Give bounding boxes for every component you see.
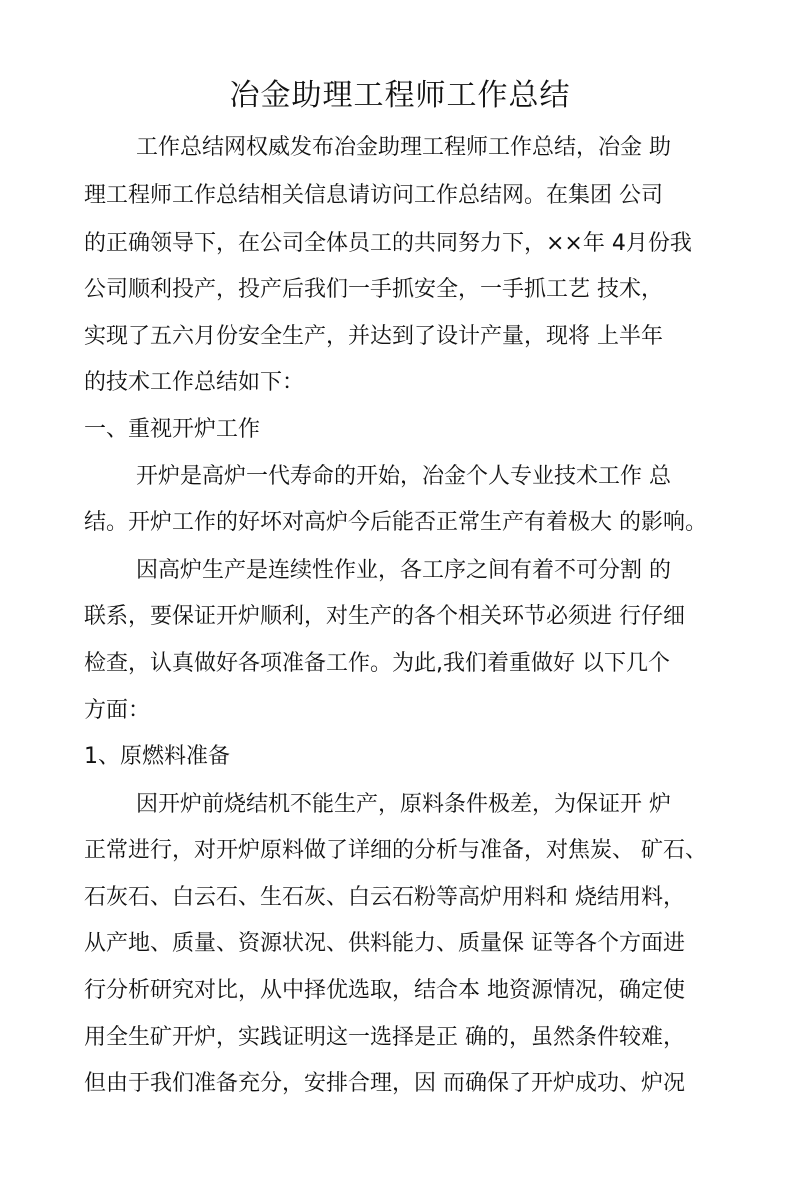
paragraph-line: 石灰石、白云石、生石灰、白云石粉等高炉用料和 烧结用料， bbox=[84, 885, 685, 910]
paragraph-line: 方面： bbox=[84, 698, 151, 723]
paragraph-line: 因高炉生产是连续性作业，各工序之间有着不可分割 的 bbox=[136, 558, 671, 583]
document-title: 冶金助理工程师工作总结 bbox=[229, 78, 571, 113]
paragraph-line: 公司顺利投产，投产后我们一手抓安全，一手抓工艺 技术， bbox=[84, 277, 663, 302]
paragraph-line: 从产地、质量、资源状况、供料能力、质量保 证等各个方面进 bbox=[84, 931, 685, 956]
paragraph-line: 行分析研究对比，从中择优选取，结合本 地资源情况，确定使 bbox=[84, 978, 685, 1003]
paragraph-line: 开炉是高炉一代寿命的开始，冶金个人专业技术工作 总 bbox=[136, 464, 671, 489]
paragraph-line: 理工程师工作总结相关信息请访问工作总结网。在集团 公司 bbox=[84, 183, 663, 208]
paragraph-line: 结。开炉工作的好坏对高炉今后能否正常生产有着极大 的影响。 bbox=[84, 510, 707, 535]
paragraph-line: 的技术工作总结如下： bbox=[84, 370, 305, 395]
paragraph-line: 正常进行，对开炉原料做了详细的分析与准备，对焦炭、 矿石、 bbox=[84, 838, 707, 863]
paragraph-line: 实现了五六月份安全生产，并达到了设计产量，现将 上半年 bbox=[84, 324, 663, 349]
paragraph-line: 工作总结网权威发布冶金助理工程师工作总结，冶金 助 bbox=[136, 135, 671, 160]
paragraph-line: 联系，要保证开炉顺利，对生产的各个相关环节必须进 行仔细 bbox=[84, 604, 685, 629]
paragraph-line: 但由于我们准备充分，安排合理，因 而确保了开炉成功、炉况 bbox=[84, 1071, 685, 1096]
paragraph-line: 用全生矿开炉，实践证明这一选择是正 确的，虽然条件较难， bbox=[84, 1025, 685, 1050]
subsection-heading: 1、原燃料准备 bbox=[84, 744, 230, 769]
paragraph-line: 因开炉前烧结机不能生产，原料条件极差，为保证开 炉 bbox=[136, 792, 671, 817]
paragraph-line: 检查，认真做好各项准备工作。为此,我们着重做好 以下几个 bbox=[84, 651, 670, 676]
paragraph-line: 的正确领导下，在公司全体员工的共同努力下，××年 4月份我 bbox=[84, 231, 692, 256]
section-heading: 一、重视开炉工作 bbox=[84, 417, 261, 442]
